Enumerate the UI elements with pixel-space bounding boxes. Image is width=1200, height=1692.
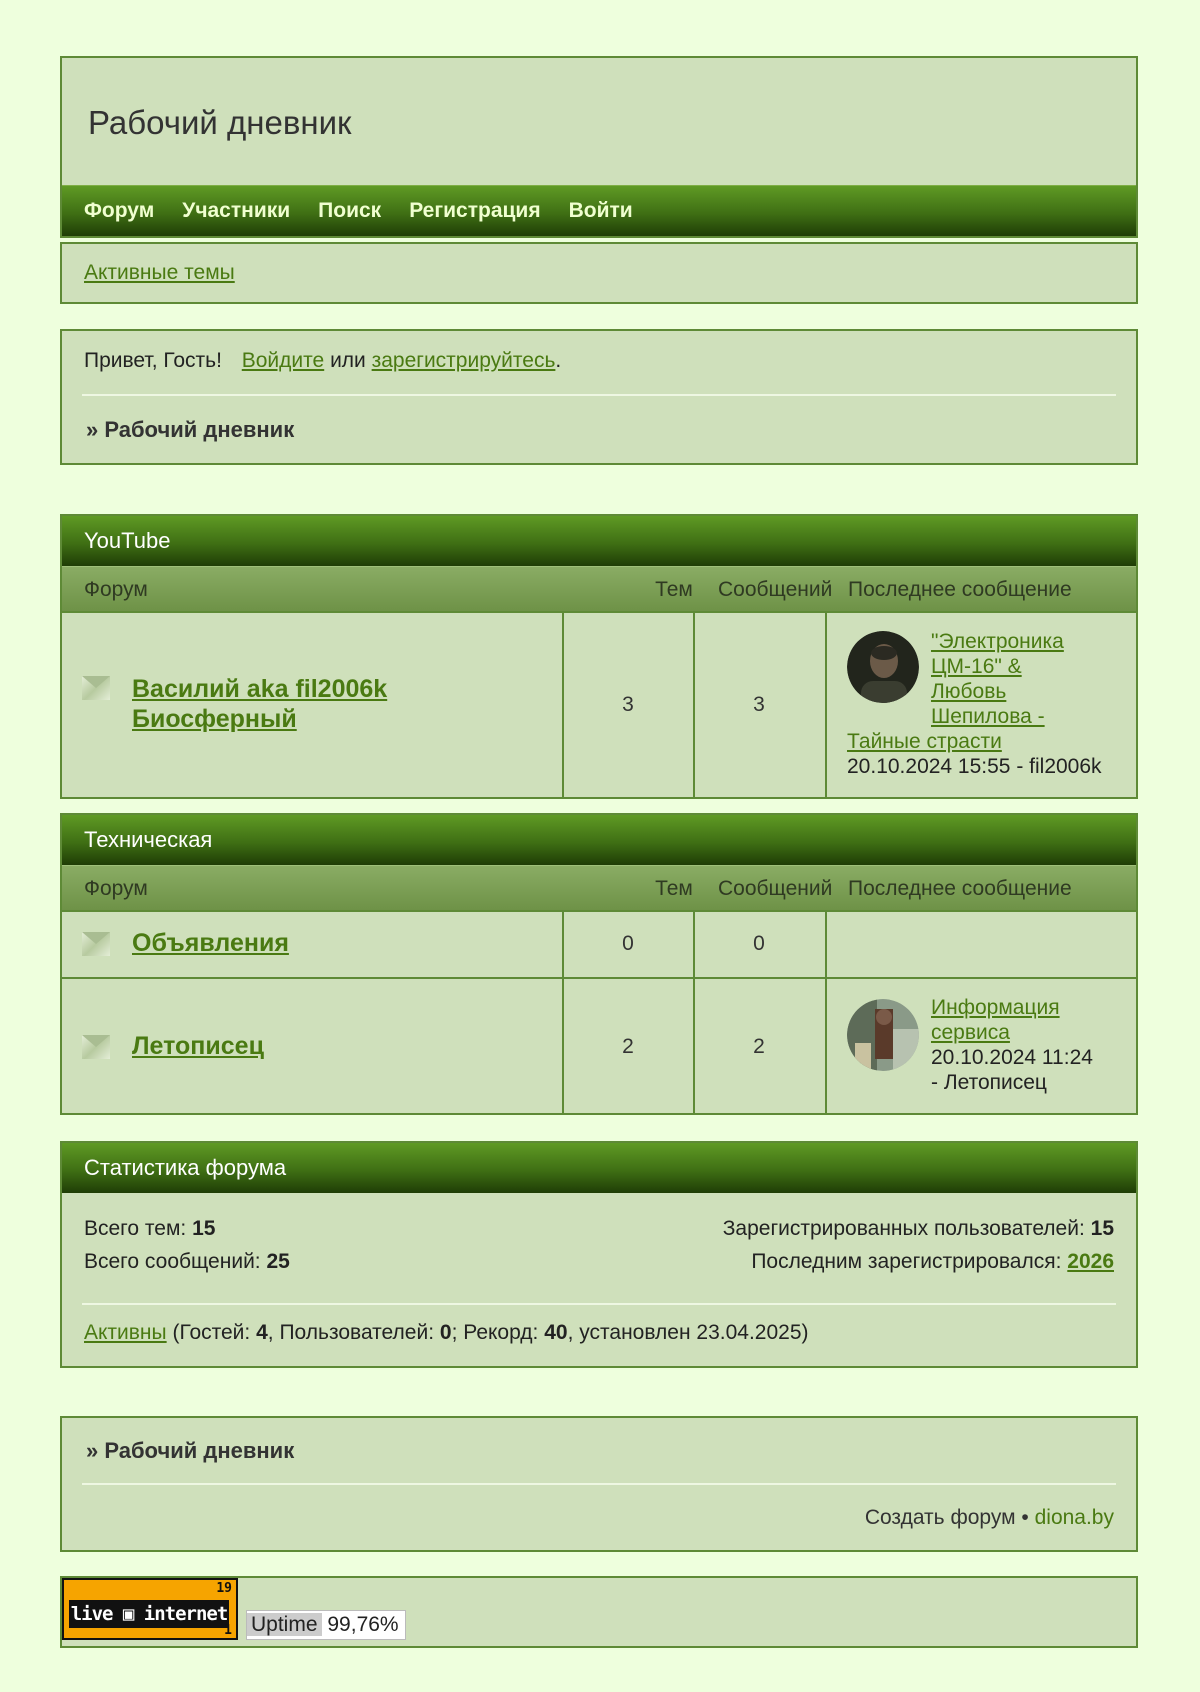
post-count: 2 (753, 1035, 765, 1058)
record-label: ; Рекорд: (451, 1321, 539, 1344)
avatar (847, 999, 919, 1071)
liveinternet-counter[interactable] (62, 1578, 238, 1640)
last-post-link[interactable]: Тайные страсти (847, 730, 1002, 753)
col-last: Последнее сообщение (848, 578, 1072, 601)
col-last: Последнее сообщение (848, 877, 1072, 900)
last-post (931, 995, 1121, 1095)
col-divider (825, 912, 827, 977)
post-count: 3 (753, 693, 765, 716)
col-posts: Сообщений (718, 877, 833, 900)
login-link[interactable]: Войдите (241, 349, 325, 372)
envelope-icon (82, 676, 110, 700)
register-link[interactable]: зарегистрируйтесь (371, 349, 556, 372)
last-post-meta: - Летописец (931, 1071, 1047, 1094)
forum-title-line[interactable]: Василий aka fil2006k (132, 675, 388, 703)
counter-bottom-number: 1 (224, 1623, 232, 1638)
registered-users (723, 1217, 1114, 1241)
last-post-link[interactable]: сервиса (931, 1021, 1010, 1044)
registered-value: 15 (1090, 1217, 1114, 1240)
column-headers (62, 865, 1136, 910)
topic-count: 0 (622, 932, 634, 955)
col-divider (825, 979, 827, 1115)
last-post (847, 629, 1117, 779)
post-count: 0 (753, 932, 765, 955)
envelope-icon (82, 1035, 110, 1059)
last-post-link[interactable]: Шепилова - (931, 705, 1045, 728)
col-posts: Сообщений (718, 578, 833, 601)
column-headers (62, 566, 1136, 611)
last-registered-link[interactable]: 2026 (1067, 1250, 1114, 1273)
greeting-text: Привет, Гость! (84, 349, 222, 372)
registered-label: Зарегистрированных пользователей: (722, 1217, 1085, 1240)
diona-link[interactable]: diona.by (1034, 1506, 1114, 1529)
col-divider (825, 613, 827, 798)
stats-title: Статистика форума (62, 1143, 1136, 1193)
total-posts-label: Всего сообщений: (84, 1250, 261, 1273)
footer-breadcrumb: » Рабочий дневник (86, 1438, 295, 1463)
active-users-link[interactable]: Активны (84, 1321, 167, 1344)
forum-title-link[interactable]: Летописец (132, 1032, 264, 1060)
col-topics: Тем (655, 578, 693, 601)
last-post-link[interactable]: ЦМ-16" & (931, 655, 1022, 678)
active-users-line (84, 1321, 809, 1345)
last-post-link[interactable]: Любовь (931, 680, 1007, 703)
site-header (60, 56, 1138, 238)
nav-register[interactable]: Регистрация (409, 199, 541, 222)
category-technical (60, 813, 1138, 1115)
category-youtube (60, 514, 1138, 799)
uptime-value: 99,76% (327, 1613, 399, 1636)
envelope-icon (82, 932, 110, 956)
last-post-link[interactable]: "Электроника (931, 630, 1064, 653)
last-registered (751, 1250, 1114, 1274)
col-topics: Тем (655, 877, 693, 900)
guests-label: (Гостей: (172, 1321, 251, 1344)
uptime-label: Uptime (247, 1613, 322, 1636)
breadcrumb: » Рабочий дневник (86, 417, 295, 442)
liveinternet-logo: live ▣ internet (69, 1600, 229, 1628)
total-topics-value: 15 (192, 1217, 216, 1240)
total-posts (84, 1250, 290, 1274)
active-topics-bar (60, 242, 1138, 304)
forum-row (62, 611, 1136, 798)
footer-panel (60, 1416, 1138, 1552)
forum-title-link[interactable] (132, 674, 387, 734)
users-value: 0 (439, 1321, 452, 1344)
forum-title-line[interactable]: Биосферный (132, 705, 297, 733)
forum-row (62, 977, 1136, 1115)
greeting-line (84, 349, 561, 373)
counter-panel (60, 1576, 1138, 1648)
site-title: Рабочий дневник (88, 104, 352, 141)
topic-count: 3 (622, 693, 634, 716)
nav-members[interactable]: Участники (182, 199, 291, 222)
forum-row (62, 910, 1136, 977)
last-registered-label: Последним зарегистрировался: (751, 1250, 1062, 1273)
nav-forum[interactable]: Форум (84, 199, 155, 222)
divider (82, 1483, 1116, 1485)
main-nav (62, 185, 1136, 236)
or-text: или (330, 349, 366, 372)
total-topics (84, 1217, 215, 1241)
active-topics-link[interactable]: Активные темы (84, 261, 235, 284)
topic-count: 2 (622, 1035, 634, 1058)
col-forum: Форум (84, 578, 148, 601)
forum-stats (60, 1141, 1138, 1368)
record-date: , установлен 23.04.2025) (567, 1321, 809, 1344)
divider (82, 1303, 1116, 1305)
period-text: . (555, 349, 562, 372)
total-topics-label: Всего тем: (84, 1217, 187, 1240)
category-title: YouTube (62, 516, 1136, 566)
forum-title-link[interactable]: Объявления (132, 929, 289, 957)
guests-value: 4 (256, 1321, 268, 1344)
uptime-badge[interactable] (246, 1610, 406, 1640)
users-label: , Пользователей: (267, 1321, 435, 1344)
col-forum: Форум (84, 877, 148, 900)
total-posts-value: 25 (266, 1250, 290, 1273)
counter-top-number: 19 (216, 1581, 232, 1596)
nav-login[interactable]: Войти (568, 199, 633, 222)
create-forum-line (865, 1506, 1114, 1530)
category-title: Техническая (62, 815, 1136, 865)
welcome-panel (60, 329, 1138, 465)
create-forum-text: Создать форум • (864, 1506, 1029, 1529)
last-post-link[interactable]: Информация (931, 996, 1060, 1019)
divider (82, 394, 1116, 396)
nav-search[interactable]: Поиск (318, 199, 382, 222)
last-post-meta: 20.10.2024 11:24 (931, 1046, 1093, 1069)
record-value: 40 (544, 1321, 568, 1344)
last-post-meta: 20.10.2024 15:55 - fil2006k (847, 755, 1102, 778)
